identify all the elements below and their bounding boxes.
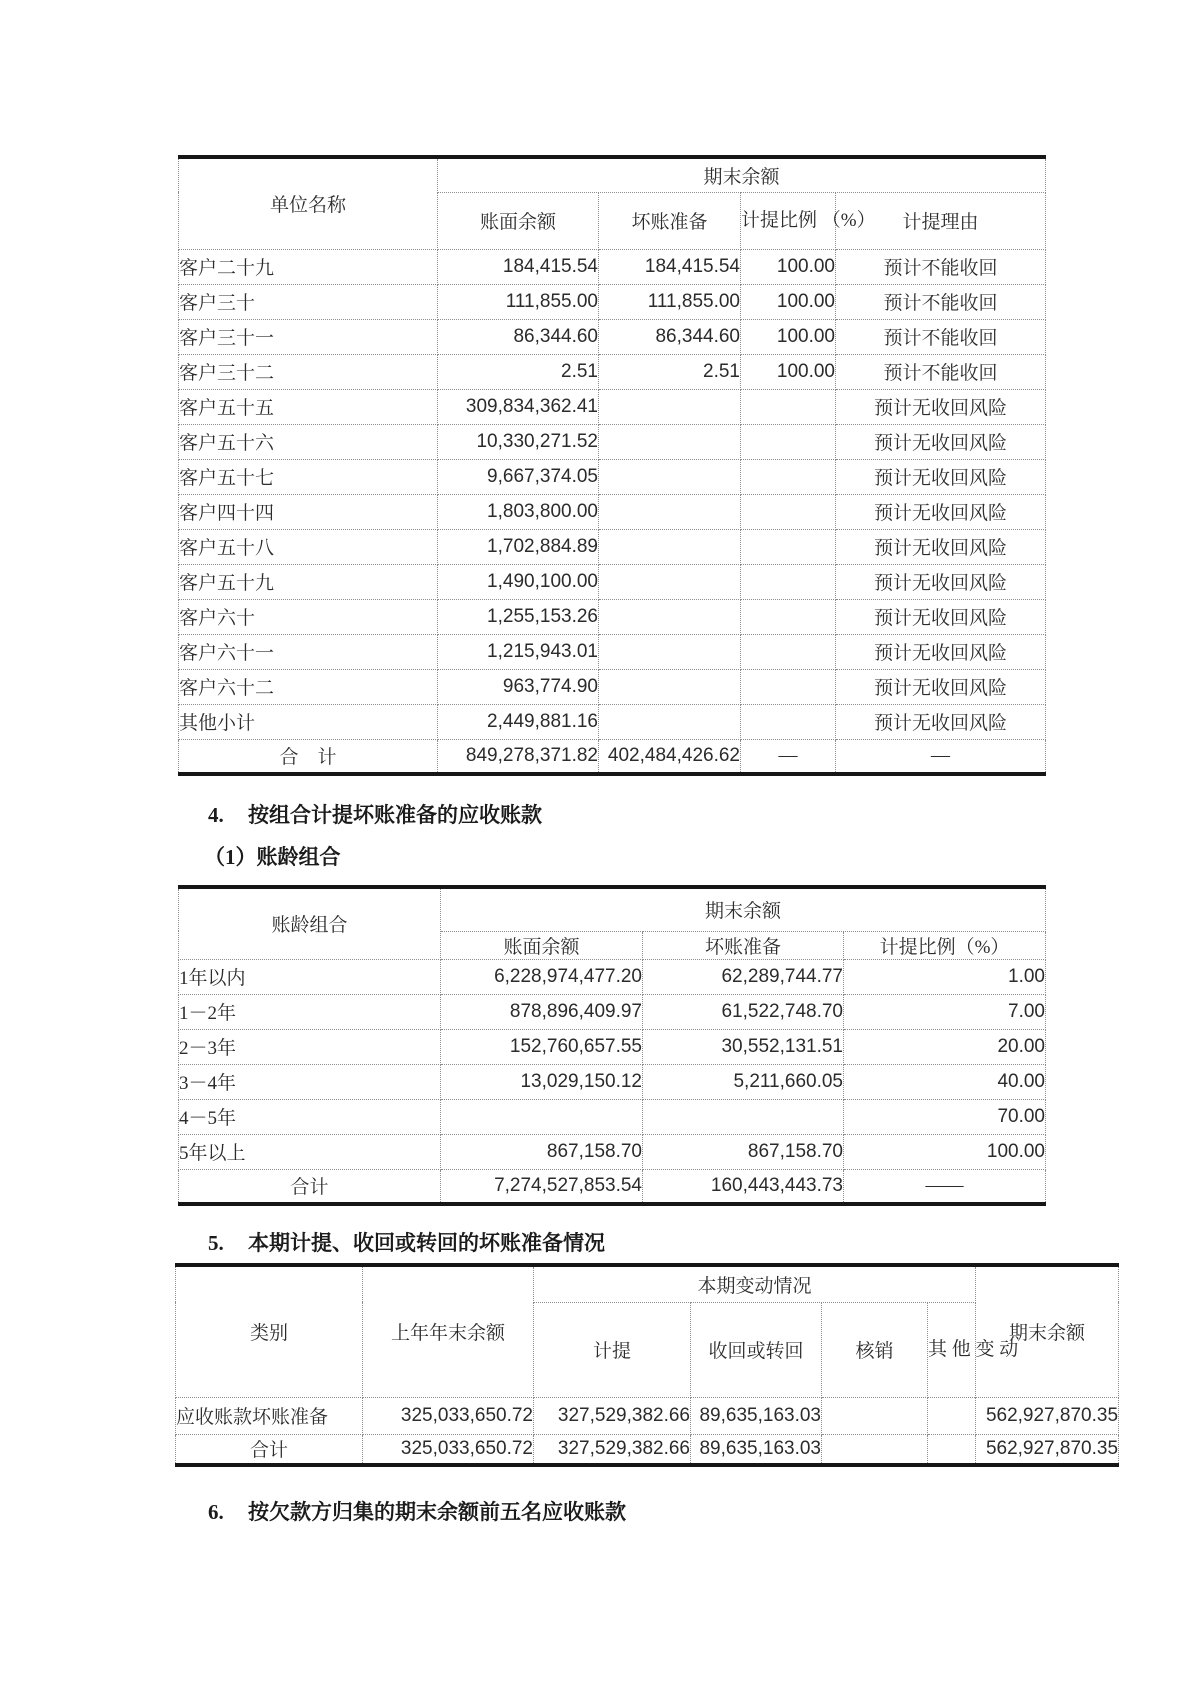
customer-provision-table-head [179, 157, 1046, 249]
cell-bad-debt-provision [599, 424, 741, 459]
cell-book-balance: 309,834,362.41 [438, 389, 599, 424]
cell-book-balance [441, 1099, 643, 1134]
cell-book-balance: 1,255,153.26 [438, 599, 599, 634]
cell-book-balance: 1,490,100.00 [438, 564, 599, 599]
cell-bad-debt-provision: 30,552,131.51 [643, 1029, 844, 1064]
cell-bad-debt-provision: 86,344.60 [599, 319, 741, 354]
cell-book-balance: 13,029,150.12 [441, 1064, 643, 1099]
cell-aging-group: 4－5年 [179, 1099, 441, 1134]
cell-unit-name: 客户六十 [179, 599, 438, 634]
aging-portfolio-table-foot [179, 1169, 1046, 1204]
cell-aging-group: 3－4年 [179, 1064, 441, 1099]
cell-book-balance: 867,158.70 [441, 1134, 643, 1169]
cell-provision-ratio: 100.00 [741, 354, 836, 389]
cell-provision-reason: 预计无收回风险 [836, 389, 1046, 424]
cell-provision-ratio: 100.00 [844, 1134, 1046, 1169]
cell-provision-reason: 预计无收回风险 [836, 599, 1046, 634]
cell-provision-ratio [741, 424, 836, 459]
header-bad-debt-provision: 坏账准备 [599, 192, 741, 249]
cell-provision-ratio: 70.00 [844, 1099, 1046, 1134]
cell-total-ending-balance: 562,927,870.35 [976, 1434, 1119, 1465]
cell-provision-ratio: 20.00 [844, 1029, 1046, 1064]
cell-unit-name: 客户五十八 [179, 529, 438, 564]
cell-bad-debt-provision [599, 669, 741, 704]
cell-bad-debt-provision: 184,415.54 [599, 249, 741, 284]
cell-provision-ratio [741, 459, 836, 494]
table-row [179, 704, 1046, 739]
cell-bad-debt-provision [599, 529, 741, 564]
cell-write-off [822, 1397, 928, 1434]
cell-unit-name: 客户五十六 [179, 424, 438, 459]
cell-book-balance: 963,774.90 [438, 669, 599, 704]
cell-unit-name: 客户三十 [179, 284, 438, 319]
cell-ending-balance: 562,927,870.35 [976, 1397, 1119, 1434]
cell-book-balance: 152,760,657.55 [441, 1029, 643, 1064]
section-4-number: 4. [208, 803, 224, 827]
header-recover-or-reverse: 收回或转回 [691, 1302, 822, 1397]
section-4-subheading: （1）账龄组合 [204, 845, 341, 869]
header-book-balance: 账面余额 [438, 192, 599, 249]
cell-total-provision: 160,443,443.73 [643, 1169, 844, 1204]
cell-unit-name: 客户五十九 [179, 564, 438, 599]
cell-unit-name: 客户四十四 [179, 494, 438, 529]
provision-movement-table [175, 1263, 1119, 1467]
cell-bad-debt-provision [599, 634, 741, 669]
header-provision-ratio: 计提比例 （%） [741, 192, 836, 249]
header-bad-debt-provision: 坏账准备 [643, 931, 844, 959]
table-header-row [179, 157, 1046, 192]
customer-provision-table-foot [179, 739, 1046, 774]
cell-provision-reason: 预计无收回风险 [836, 529, 1046, 564]
cell-aging-group: 5年以上 [179, 1134, 441, 1169]
cell-bad-debt-provision: 111,855.00 [599, 284, 741, 319]
table-row [179, 249, 1046, 284]
cell-book-balance: 1,803,800.00 [438, 494, 599, 529]
cell-bad-debt-provision [599, 389, 741, 424]
cell-unit-name: 客户三十二 [179, 354, 438, 389]
total-row [179, 739, 1046, 774]
cell-book-balance: 2,449,881.16 [438, 704, 599, 739]
cell-provision-reason: 预计不能收回 [836, 249, 1046, 284]
cell-provision-reason: 预计无收回风险 [836, 634, 1046, 669]
cell-aging-group: 2－3年 [179, 1029, 441, 1064]
cell-provision-ratio: 7.00 [844, 994, 1046, 1029]
section-5-heading [208, 1227, 605, 1257]
table-row [179, 284, 1046, 319]
table-row [179, 529, 1046, 564]
cell-bad-debt-provision [599, 704, 741, 739]
cell-book-balance: 10,330,271.52 [438, 424, 599, 459]
cell-provision-reason: 预计无收回风险 [836, 564, 1046, 599]
section-5-number: 5. [208, 1231, 224, 1255]
cell-provision-ratio [741, 669, 836, 704]
cell-bad-debt-provision [599, 564, 741, 599]
cell-total-reason-dash: — [836, 739, 1046, 774]
cell-provision-ratio: 40.00 [844, 1064, 1046, 1099]
table-row [179, 424, 1046, 459]
cell-unit-name: 其他小计 [179, 704, 438, 739]
section-4-title: 按组合计提坏账准备的应收账款 [248, 803, 542, 827]
table-row [179, 1029, 1046, 1064]
header-provision-reason: 计提理由 [836, 192, 1046, 249]
cell-total-label: 合计 [176, 1434, 363, 1465]
cell-book-balance: 6,228,974,477.20 [441, 959, 643, 994]
section-6-heading [208, 1496, 626, 1526]
table-row [179, 354, 1046, 389]
cell-provision-reason: 预计无收回风险 [836, 669, 1046, 704]
cell-unit-name: 客户三十一 [179, 319, 438, 354]
table-row [176, 1397, 1119, 1434]
cell-provision-ratio: 1.00 [844, 959, 1046, 994]
section-4-heading [208, 799, 542, 829]
cell-total-book-balance: 7,274,527,853.54 [441, 1169, 643, 1204]
cell-total-prev-year-end-balance: 325,033,650.72 [363, 1434, 534, 1465]
cell-provision-reason: 预计无收回风险 [836, 704, 1046, 739]
table-row [179, 994, 1046, 1029]
table-row [179, 1099, 1046, 1134]
header-unit-name: 单位名称 [179, 157, 438, 249]
cell-prev-year-end-balance: 325,033,650.72 [363, 1397, 534, 1434]
aging-portfolio-table [178, 885, 1046, 1206]
cell-book-balance: 9,667,374.05 [438, 459, 599, 494]
header-prev-year-end-balance: 上年年末余额 [363, 1265, 534, 1397]
table-row [179, 494, 1046, 529]
cell-category: 应收账款坏账准备 [176, 1397, 363, 1434]
cell-unit-name: 客户六十二 [179, 669, 438, 704]
customer-provision-table-body [179, 249, 1046, 739]
cell-bad-debt-provision: 867,158.70 [643, 1134, 844, 1169]
total-row [176, 1434, 1119, 1465]
cell-provision-ratio [741, 564, 836, 599]
aging-portfolio-table-body [179, 959, 1046, 1169]
aging-portfolio-table-head [179, 887, 1046, 959]
cell-total-provision: 402,484,426.62 [599, 739, 741, 774]
cell-provision-ratio: 100.00 [741, 319, 836, 354]
cell-provision-reason: 预计不能收回 [836, 354, 1046, 389]
table-header-row [179, 887, 1046, 931]
cell-book-balance: 2.51 [438, 354, 599, 389]
cell-bad-debt-provision: 5,211,660.05 [643, 1064, 844, 1099]
cell-bad-debt-provision [599, 494, 741, 529]
cell-aging-group: 1－2年 [179, 994, 441, 1029]
cell-bad-debt-provision [599, 459, 741, 494]
cell-recover-or-reverse: 89,635,163.03 [691, 1397, 822, 1434]
table-row [179, 1064, 1046, 1099]
cell-book-balance: 111,855.00 [438, 284, 599, 319]
cell-bad-debt-provision [643, 1099, 844, 1134]
cell-total-other-change [928, 1434, 976, 1465]
total-row [179, 1169, 1046, 1204]
table-row [179, 319, 1046, 354]
header-provision-ratio: 计提比例（%） [844, 931, 1046, 959]
cell-bad-debt-provision: 2.51 [599, 354, 741, 389]
cell-provision-reason: 预计无收回风险 [836, 494, 1046, 529]
header-category: 类别 [176, 1265, 363, 1397]
cell-accrual: 327,529,382.66 [534, 1397, 691, 1434]
table-row [179, 959, 1046, 994]
section-6-number: 6. [208, 1500, 224, 1524]
cell-provision-reason: 预计无收回风险 [836, 424, 1046, 459]
cell-provision-ratio [741, 704, 836, 739]
table-row [179, 1134, 1046, 1169]
customer-provision-table [178, 155, 1046, 776]
table-row [179, 669, 1046, 704]
cell-unit-name: 客户五十五 [179, 389, 438, 424]
cell-bad-debt-provision: 62,289,744.77 [643, 959, 844, 994]
cell-total-ratio-dash: — [741, 739, 836, 774]
cell-total-recover-or-reverse: 89,635,163.03 [691, 1434, 822, 1465]
cell-provision-ratio: 100.00 [741, 284, 836, 319]
header-ending-balance-group: 期末余额 [438, 157, 1046, 192]
table-row [179, 634, 1046, 669]
table-header-row [176, 1265, 1119, 1302]
provision-movement-table-head [176, 1265, 1119, 1397]
cell-book-balance: 1,215,943.01 [438, 634, 599, 669]
cell-aging-group: 1年以内 [179, 959, 441, 994]
header-ending-balance-group: 期末余额 [441, 887, 1046, 931]
cell-provision-ratio [741, 634, 836, 669]
cell-total-label: 合 计 [179, 739, 438, 774]
header-current-change-group: 本期变动情况 [534, 1265, 976, 1302]
cell-total-write-off [822, 1434, 928, 1465]
table-row [179, 564, 1046, 599]
cell-bad-debt-provision: 61,522,748.70 [643, 994, 844, 1029]
cell-total-book-balance: 849,278,371.82 [438, 739, 599, 774]
cell-provision-ratio: 100.00 [741, 249, 836, 284]
header-write-off: 核销 [822, 1302, 928, 1397]
cell-unit-name: 客户五十七 [179, 459, 438, 494]
cell-bad-debt-provision [599, 599, 741, 634]
cell-total-accrual: 327,529,382.66 [534, 1434, 691, 1465]
cell-provision-ratio [741, 529, 836, 564]
cell-total-label: 合计 [179, 1169, 441, 1204]
header-aging-group: 账龄组合 [179, 887, 441, 959]
cell-other-change [928, 1397, 976, 1434]
cell-provision-reason: 预计不能收回 [836, 284, 1046, 319]
cell-unit-name: 客户二十九 [179, 249, 438, 284]
cell-provision-reason: 预计不能收回 [836, 319, 1046, 354]
header-other-change: 其 他 变 动 [928, 1302, 976, 1397]
cell-unit-name: 客户六十一 [179, 634, 438, 669]
header-ending-balance: 期末余额 [976, 1265, 1119, 1397]
cell-book-balance: 878,896,409.97 [441, 994, 643, 1029]
table-row [179, 389, 1046, 424]
provision-movement-table-body [176, 1397, 1119, 1465]
cell-provision-reason: 预计无收回风险 [836, 459, 1046, 494]
header-accrual: 计提 [534, 1302, 691, 1397]
section-5-title: 本期计提、收回或转回的坏账准备情况 [248, 1231, 605, 1255]
cell-provision-ratio [741, 599, 836, 634]
cell-book-balance: 184,415.54 [438, 249, 599, 284]
cell-total-ratio-dash: —— [844, 1169, 1046, 1204]
cell-provision-ratio [741, 389, 836, 424]
cell-provision-ratio [741, 494, 836, 529]
cell-book-balance: 1,702,884.89 [438, 529, 599, 564]
table-row [179, 599, 1046, 634]
header-book-balance: 账面余额 [441, 931, 643, 959]
section-6-title: 按欠款方归集的期末余额前五名应收账款 [248, 1500, 626, 1524]
cell-book-balance: 86,344.60 [438, 319, 599, 354]
table-row [179, 459, 1046, 494]
